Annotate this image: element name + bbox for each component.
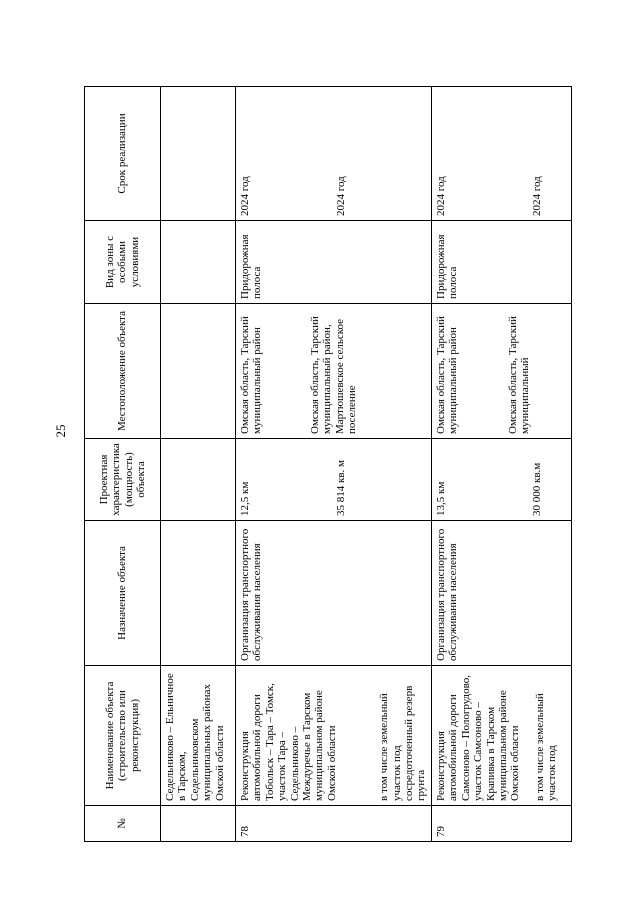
cell-term bbox=[236, 87, 432, 221]
capacity: 13,5 км bbox=[434, 481, 447, 516]
cell-name bbox=[431, 666, 571, 806]
object-name: Реконструкция автомобильной дороги Тобольск – Тара – Томск, участок Тара – Седельниково – Междуречье в Тарском муниципальном районе Омской области bbox=[239, 683, 338, 801]
cell-purpose bbox=[161, 521, 236, 666]
location-sub: Омская область, Тарский муниципальный район, Мартюшевское сельское поселение bbox=[308, 316, 359, 434]
location-sub: Омская область, Тарский муниципальный bbox=[506, 316, 532, 434]
object-name-sub: в том числе земельный участок под bbox=[533, 693, 559, 801]
header-zone: Вид зоны с особыми условиями bbox=[85, 221, 161, 304]
term-sub: 2024 год bbox=[531, 176, 544, 216]
term: 2024 год bbox=[239, 176, 251, 216]
cell-num: 79 bbox=[431, 806, 571, 842]
header-capacity: Проектная характеристика (мощность) объекта bbox=[85, 439, 161, 521]
cell-purpose: Организация транспортного обслуживания населения bbox=[236, 521, 432, 666]
header-purpose: Назначение объекта bbox=[85, 521, 161, 666]
cell-location bbox=[236, 304, 432, 439]
cell-term bbox=[431, 87, 571, 221]
cell-name bbox=[236, 666, 432, 806]
cell-zone: Придорожная полоса bbox=[431, 221, 571, 304]
cell-name: Седельниково – Ельничное в Тарском, Седельниковском муниципальных районах Омской области bbox=[161, 666, 236, 806]
header-row bbox=[85, 87, 161, 842]
header-location: Местоположение объекта bbox=[85, 304, 161, 439]
cell-capacity bbox=[236, 439, 432, 521]
cell-capacity bbox=[431, 439, 571, 521]
term-sub: 2024 год bbox=[335, 176, 348, 216]
cell-zone bbox=[161, 221, 236, 304]
object-name: Реконструкция автомобильной дороги Самсоново – Пологрудово, участок Самсоново – Крапивка в Тарском муниципальном районе Омской области bbox=[434, 675, 522, 801]
cell-purpose: Организация транспортного обслуживания населения bbox=[431, 521, 571, 666]
cell-num: 78 bbox=[236, 806, 432, 842]
page-number: 25 bbox=[53, 424, 68, 438]
object-name-sub: в том числе земельный участок под сосредоточенный резерв грунта bbox=[378, 685, 428, 801]
capacity-sub: 30 000 кв.м bbox=[531, 462, 544, 516]
cell-term bbox=[161, 87, 236, 221]
rotated-table-container bbox=[84, 87, 570, 842]
term: 2024 год bbox=[434, 176, 447, 216]
location: Омская область, Тарский муниципальный район bbox=[434, 316, 460, 434]
table-row bbox=[161, 87, 236, 842]
location: Омская область, Тарский муниципальный район bbox=[239, 316, 264, 434]
cell-location bbox=[161, 304, 236, 439]
cell-zone: Придорожная полоса bbox=[236, 221, 432, 304]
cell-num bbox=[161, 806, 236, 842]
objects-table bbox=[84, 86, 572, 842]
header-name: Наименование объекта (строительство или реконструкция) bbox=[85, 666, 161, 806]
cell-capacity bbox=[161, 439, 236, 521]
cell-location bbox=[431, 304, 571, 439]
header-num: № bbox=[85, 806, 161, 842]
table-row bbox=[236, 87, 432, 842]
table-row bbox=[431, 87, 571, 842]
capacity: 12,5 км bbox=[239, 481, 251, 516]
capacity-sub: 35 814 кв. м bbox=[335, 460, 348, 516]
header-term: Срок реализации bbox=[85, 87, 161, 221]
